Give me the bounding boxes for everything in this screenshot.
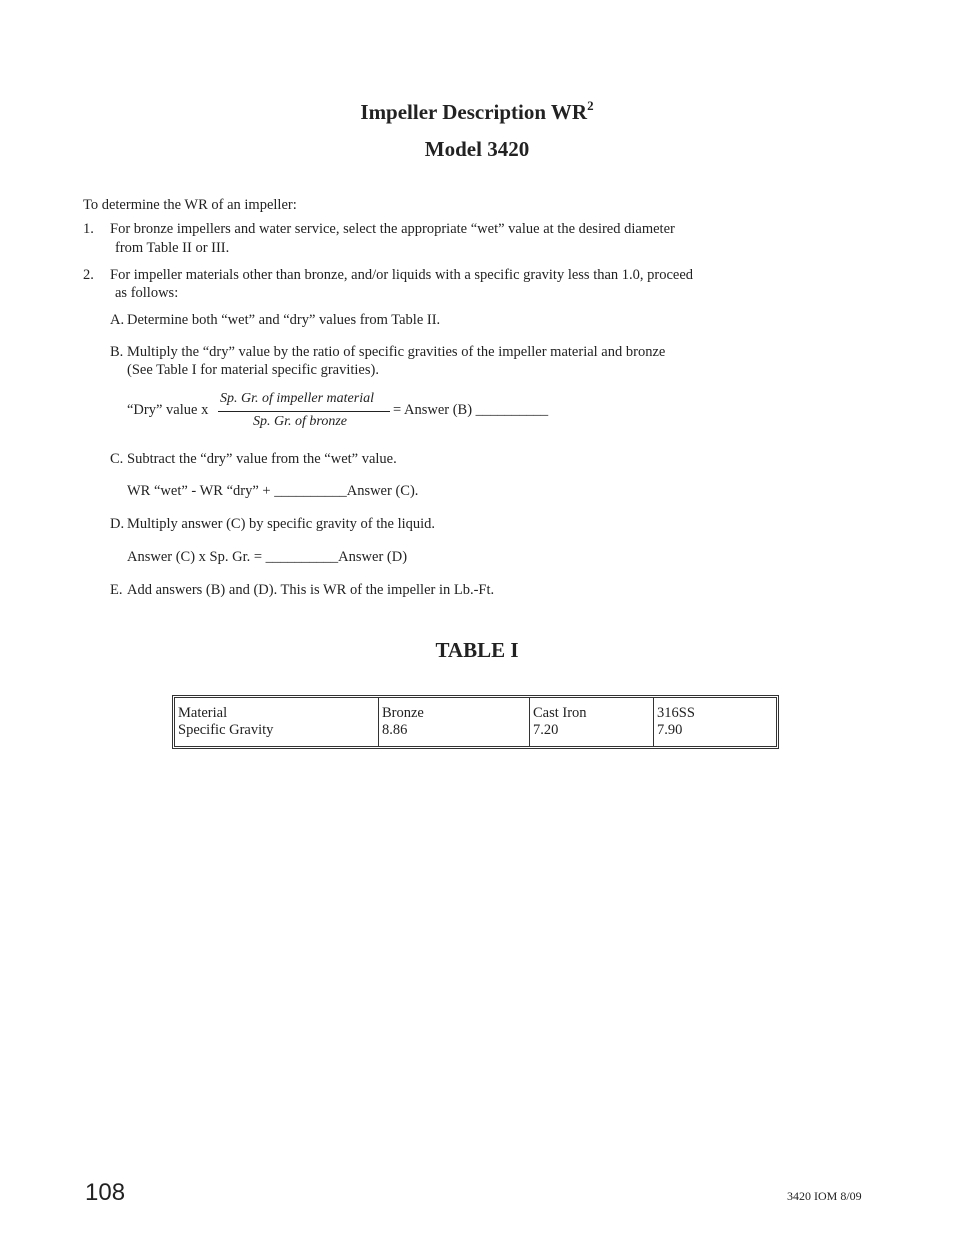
table-header-material: Material [178, 705, 228, 721]
table-specific-gravity-value: 7.20 [533, 722, 559, 738]
substep-d-text: Multiply answer (C) by specific gravity of the liquid. [127, 516, 436, 532]
formula-b-fraction-bar [218, 411, 390, 412]
table-cell-label [175, 698, 378, 746]
substep-b-line-1: Multiply the “dry” value by the ratio of specific gravities of the impeller material and bronze [127, 344, 666, 360]
step-2-line-2: as follows: [115, 285, 179, 301]
substep-a-letter: A. [110, 312, 125, 328]
formula-b-suffix: = Answer (B) __________ [393, 402, 549, 418]
substep-e-text: Add answers (B) and (D). This is WR of the impeller in Lb.-Ft. [127, 582, 495, 598]
substep-b-letter: B. [110, 344, 124, 360]
table-material-name: 316SS [657, 705, 695, 721]
step-2-number: 2. [83, 267, 94, 283]
table-cell-bronze [378, 698, 529, 746]
formula-b-numerator: Sp. Gr. of impeller material [220, 391, 374, 406]
table-material-name: Bronze [382, 705, 424, 721]
page-title-text: Impeller Description WR [360, 100, 588, 124]
step-1-line-1: For bronze impellers and water service, select the appropriate “wet” value at the desired diameter [110, 221, 675, 237]
table-cell-316ss [653, 698, 776, 746]
substep-c-letter: C. [110, 451, 124, 467]
page-title [0, 98, 954, 125]
substep-a-text: Determine both “wet” and “dry” values from Table II. [127, 312, 441, 328]
table-specific-gravity-value: 8.86 [382, 722, 408, 738]
substep-b-line-2: (See Table I for material specific gravities). [127, 362, 379, 378]
step-1-number: 1. [83, 221, 94, 237]
page-title-superscript: 2 [587, 98, 594, 113]
table-header-specific-gravity: Specific Gravity [178, 722, 274, 738]
formula-b-denominator: Sp. Gr. of bronze [253, 414, 347, 429]
step-1-line-2: from Table II or III. [115, 240, 230, 256]
substep-e-letter: E. [110, 582, 123, 598]
document-code: 3420 IOM 8/09 [787, 1189, 862, 1203]
material-specific-gravity-table [172, 695, 779, 749]
table-material-name: Cast Iron [533, 705, 587, 721]
table-specific-gravity-value: 7.90 [657, 722, 683, 738]
intro-text: To determine the WR of an impeller: [83, 197, 297, 213]
formula-c: WR “wet” - WR “dry” + __________Answer (C). [127, 483, 419, 499]
table-cell-cast-iron [529, 698, 653, 746]
page-subtitle: Model 3420 [424, 137, 530, 161]
substep-d-letter: D. [110, 516, 125, 532]
substep-c-text: Subtract the “dry” value from the “wet” value. [127, 451, 397, 467]
table-one-heading: TABLE I [435, 638, 519, 662]
page-number: 108 [85, 1179, 126, 1206]
formula-d: Answer (C) x Sp. Gr. = __________Answer (D) [127, 549, 408, 565]
formula-b-prefix: “Dry” value x [127, 402, 209, 418]
step-2-line-1: For impeller materials other than bronze, and/or liquids with a specific gravity less than 1.0, proceed [110, 267, 694, 283]
